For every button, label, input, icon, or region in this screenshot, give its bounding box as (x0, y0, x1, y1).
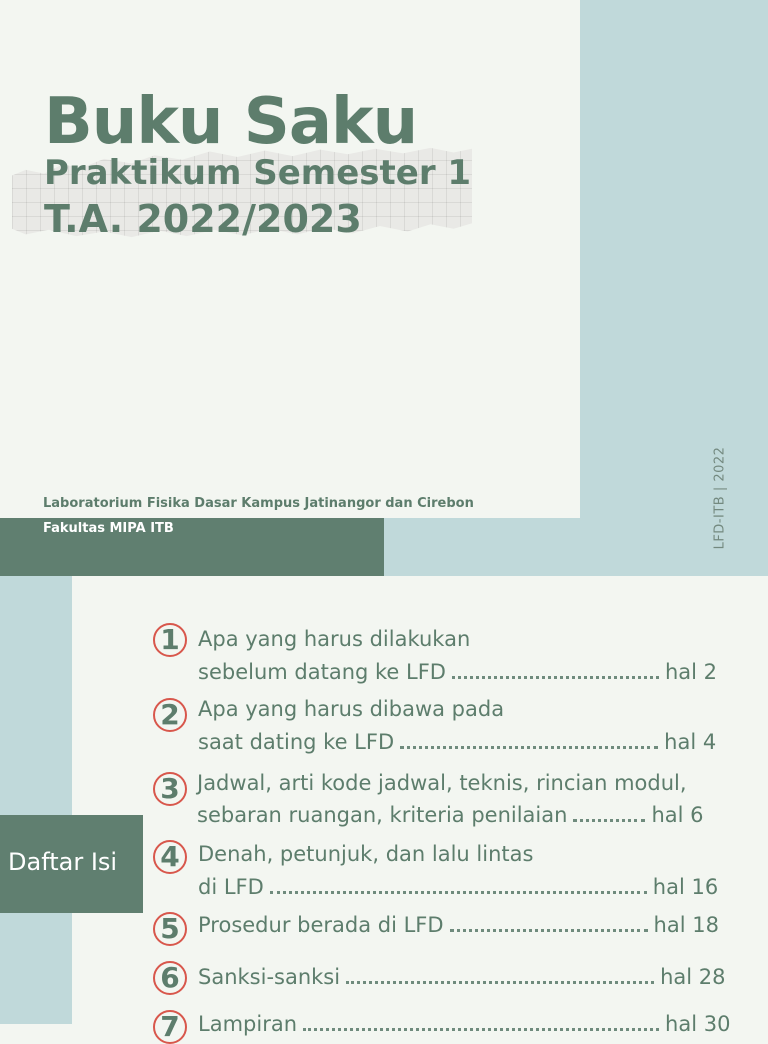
toc-number-5-icon: 5 (153, 912, 187, 946)
dot-leader (346, 981, 654, 984)
toc-number-3-icon: 3 (153, 772, 187, 806)
toc-item-4-text: di LFD (198, 875, 264, 899)
toc-item-2-page: hal 4 (664, 730, 717, 754)
toc-item-1-line1[interactable]: Apa yang harus dilakukan (198, 627, 471, 651)
toc-item-6-text: Sanksi-sanksi (198, 965, 341, 989)
toc-item-7-page: hal 30 (665, 1012, 731, 1036)
toc-item-4-page: hal 16 (652, 875, 719, 899)
dot-leader (303, 1028, 659, 1031)
dot-leader (400, 746, 658, 749)
cover-page (0, 0, 580, 518)
cover-subtitle: Praktikum Semester 1 (44, 153, 472, 193)
dot-leader (270, 891, 647, 894)
toc-item-4-line1[interactable]: Denah, petunjuk, dan lalu lintas (198, 842, 534, 866)
toc-item-7-text: Lampiran (198, 1012, 298, 1036)
toc-item-3-page: hal 6 (651, 803, 704, 827)
cover-year: T.A. 2022/2023 (44, 197, 362, 241)
toc-tab-label: Daftar Isi (8, 848, 118, 876)
footer-light-band (384, 518, 580, 576)
lab-name: Laboratorium Fisika Dasar Kampus Jatinangor dan Cirebon (43, 496, 474, 511)
toc-item-2-line1[interactable]: Apa yang harus dibawa pada (198, 697, 505, 721)
toc-item-3-line2[interactable] (197, 805, 704, 826)
toc-number-7-icon: 7 (153, 1010, 187, 1044)
vertical-tag: LFD-ITB | 2022 (712, 446, 728, 550)
faculty-name: Fakultas MIPA ITB (43, 521, 174, 536)
toc-item-1-page: hal 2 (664, 660, 718, 684)
toc-item-4-line2[interactable] (198, 877, 718, 898)
side-panel (580, 0, 768, 576)
toc-left-band (0, 576, 72, 1024)
dot-leader (450, 929, 648, 932)
toc-number-6-icon: 6 (153, 961, 187, 995)
toc-number-2-icon: 2 (153, 698, 187, 732)
toc-item-2-line2[interactable] (198, 732, 716, 753)
toc-item-3-text: sebaran ruangan, kriteria penilaian (197, 803, 568, 827)
toc-item-1-text: sebelum datang ke LFD (198, 660, 446, 684)
toc-item-7[interactable] (198, 1014, 730, 1035)
toc-item-3-line1[interactable]: Jadwal, arti kode jadwal, teknis, rincian modul, (197, 771, 687, 795)
dot-leader (573, 819, 645, 822)
toc-item-6[interactable] (198, 967, 726, 988)
dot-leader (452, 676, 659, 679)
toc-number-1-icon: 1 (153, 623, 187, 657)
toc-item-5[interactable] (198, 915, 719, 936)
toc-item-5-text: Prosedur berada di LFD (198, 913, 444, 937)
toc-number-4-icon: 4 (153, 840, 187, 874)
toc-item-1-line2[interactable] (198, 662, 717, 683)
toc-item-6-page: hal 28 (660, 965, 726, 989)
toc-item-2-text: saat dating ke LFD (198, 730, 395, 754)
cover-title: Buku Saku (44, 85, 418, 159)
toc-item-5-page: hal 18 (653, 913, 719, 937)
